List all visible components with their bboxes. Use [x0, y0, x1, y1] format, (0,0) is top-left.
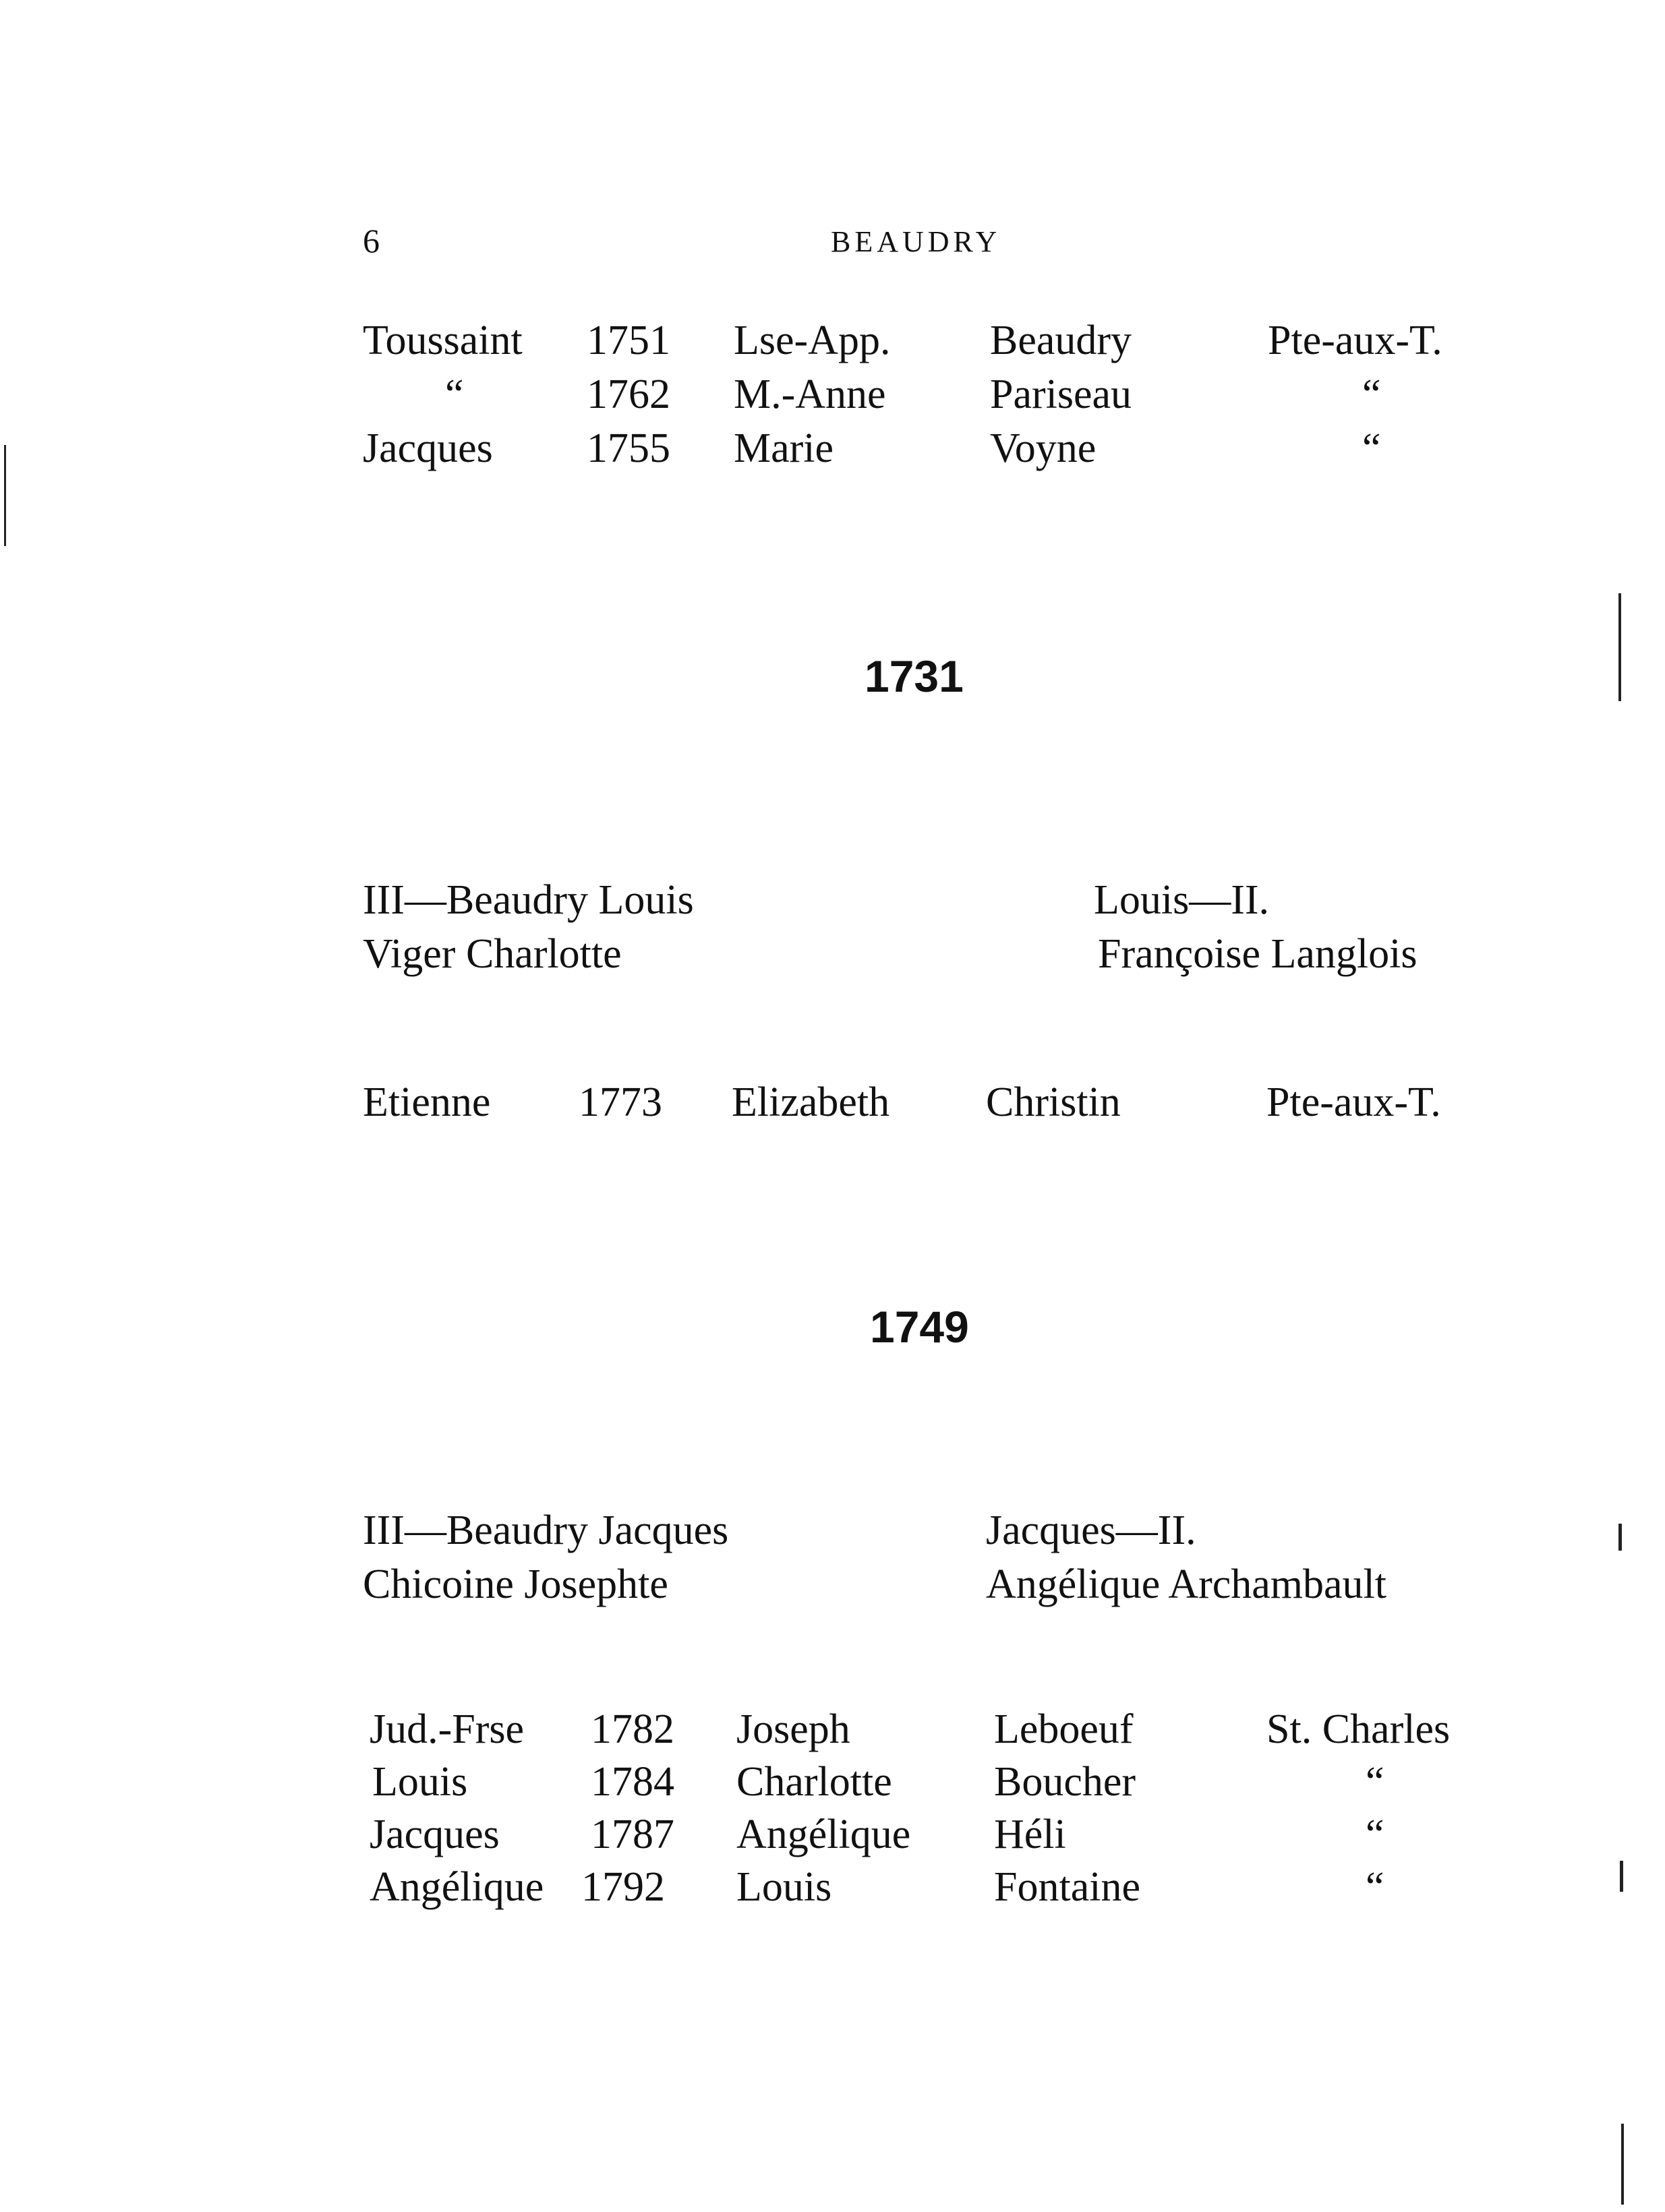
- parish: “: [1362, 371, 1381, 417]
- mother-line: Françoise Langlois: [1098, 931, 1418, 977]
- spouse-first-name: Elizabeth: [732, 1079, 890, 1125]
- marriage-year: 1751: [587, 318, 670, 363]
- wife-line: Viger Charlotte: [363, 931, 622, 977]
- table-row: [0, 1706, 1665, 1760]
- spouse-last-name: Pariseau: [990, 371, 1132, 417]
- parish: “: [1366, 1864, 1384, 1910]
- scan-artifact-line: [4, 445, 6, 546]
- child-name: Jacques: [370, 1812, 500, 1857]
- parish: St. Charles: [1266, 1706, 1451, 1752]
- section-year-heading: 1749: [870, 1302, 969, 1352]
- spouse-first-name: Joseph: [736, 1706, 850, 1752]
- child-name: “: [445, 371, 464, 417]
- marriage-year: 1762: [587, 371, 670, 417]
- spouse-last-name: Beaudry: [990, 318, 1132, 363]
- spouse-last-name: Fontaine: [994, 1864, 1140, 1910]
- child-name: Toussaint: [363, 318, 523, 363]
- table-row: [0, 1811, 1665, 1865]
- parish: Pte-aux-T.: [1266, 1079, 1441, 1125]
- husband-line: III—Beaudry Louis: [363, 877, 694, 923]
- mother-line: Angélique Archambault: [986, 1561, 1386, 1607]
- father-line: Louis—II.: [1094, 877, 1270, 923]
- table-row: [0, 1758, 1665, 1812]
- spouse-first-name: Charlotte: [736, 1759, 892, 1805]
- husband-line: III—Beaudry Jacques: [363, 1507, 729, 1553]
- spouse-last-name: Christin: [986, 1079, 1121, 1125]
- marriage-year: 1784: [591, 1759, 674, 1805]
- table-row: [0, 1079, 1665, 1133]
- marriage-year: 1792: [581, 1864, 665, 1910]
- wife-line: Chicoine Josephte: [363, 1561, 668, 1607]
- child-name: Angélique: [370, 1864, 544, 1910]
- child-name: Jud.-Frse: [370, 1706, 525, 1752]
- table-row: [0, 1863, 1665, 1917]
- spouse-first-name: Marie: [734, 425, 834, 471]
- spouse-first-name: Lse-App.: [734, 318, 891, 363]
- spouse-last-name: Boucher: [994, 1759, 1136, 1805]
- spouse-last-name: Héli: [994, 1812, 1066, 1857]
- parish: “: [1362, 425, 1381, 471]
- child-name: Etienne: [363, 1079, 491, 1125]
- table-row: [0, 371, 1665, 425]
- scan-artifact-line: [1618, 1524, 1622, 1551]
- parish: Pte-aux-T.: [1268, 318, 1442, 363]
- spouse-last-name: Voyne: [990, 425, 1097, 471]
- scan-artifact-line: [1620, 1861, 1623, 1892]
- spouse-first-name: M.-Anne: [734, 371, 886, 417]
- child-name: Jacques: [363, 425, 493, 471]
- table-row: [0, 317, 1665, 371]
- scan-artifact-line: [1618, 593, 1621, 701]
- page-number: 6: [363, 222, 380, 260]
- father-line: Jacques—II.: [986, 1507, 1196, 1553]
- spouse-last-name: Leboeuf: [994, 1706, 1134, 1752]
- scan-artifact-line: [1621, 2124, 1624, 2205]
- parish: “: [1366, 1812, 1384, 1857]
- child-name: Louis: [372, 1759, 468, 1805]
- table-row: [0, 425, 1665, 479]
- running-title: BEAUDRY: [831, 225, 1001, 258]
- spouse-first-name: Angélique: [736, 1812, 911, 1857]
- marriage-year: 1787: [591, 1812, 674, 1857]
- parish: “: [1366, 1759, 1384, 1805]
- marriage-year: 1773: [579, 1079, 662, 1125]
- marriage-year: 1782: [591, 1706, 674, 1752]
- section-year-heading: 1731: [865, 651, 964, 701]
- marriage-year: 1755: [587, 425, 670, 471]
- spouse-first-name: Louis: [736, 1864, 832, 1910]
